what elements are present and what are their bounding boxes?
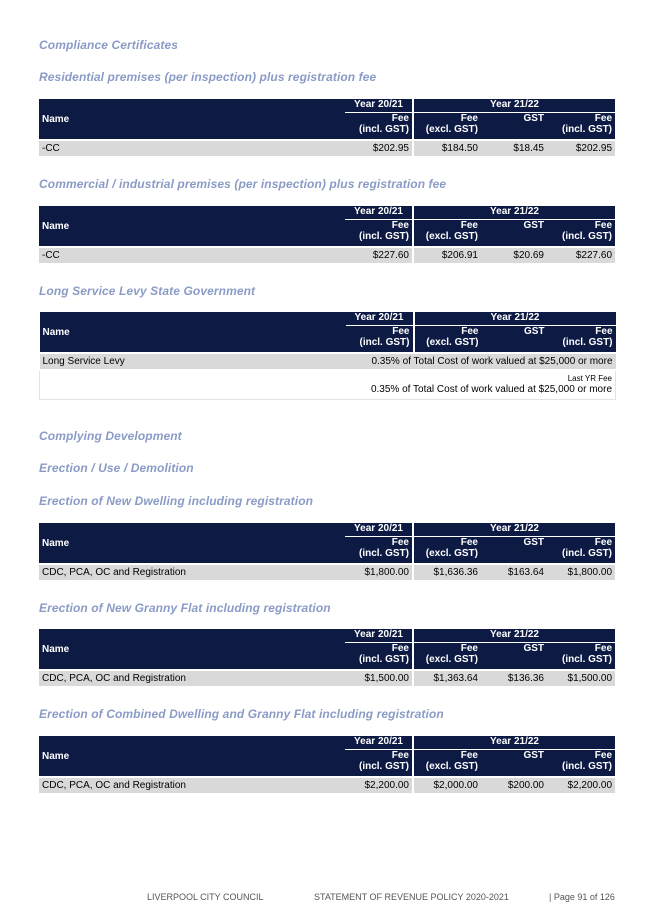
heading-combined-dwelling-granny-flat: Erection of Combined Dwelling and Granny Flat including registration bbox=[39, 707, 444, 721]
heading-residential-premises: Residential premises (per inspection) plus registration fee bbox=[39, 70, 377, 84]
heading-granny-flat: Erection of New Granny Flat including registration bbox=[39, 601, 331, 615]
column-header-fee-excl: Fee (excl. GST) bbox=[413, 750, 481, 778]
cell-prev-fee: $1,500.00 bbox=[345, 670, 413, 686]
column-header-gst: GST bbox=[481, 113, 547, 141]
cell-name: CDC, PCA, OC and Registration bbox=[39, 564, 345, 580]
cell-name: CDC, PCA, OC and Registration bbox=[39, 670, 345, 686]
table-row bbox=[39, 564, 615, 580]
cell-fee-excl: $184.50 bbox=[413, 140, 481, 156]
footer-page-number: | Page 91 of 126 bbox=[549, 892, 615, 902]
cell-gst: $18.45 bbox=[481, 140, 547, 156]
fee-table-commercial bbox=[39, 206, 615, 263]
fee-table-combined bbox=[39, 736, 615, 793]
column-header-fee-incl-prev: Fee (incl. GST) bbox=[345, 220, 413, 248]
table-row-last-year-note bbox=[40, 370, 616, 400]
column-header-year-curr: Year 21/22 bbox=[413, 523, 615, 537]
column-header-fee-incl: Fee (incl. GST) bbox=[548, 326, 616, 354]
column-header-gst: GST bbox=[481, 750, 547, 778]
table-row bbox=[39, 777, 615, 793]
footer-council-name: LIVERPOOL CITY COUNCIL bbox=[147, 892, 264, 902]
cell-fee-incl: $202.95 bbox=[547, 140, 615, 156]
column-header-year-prev: Year 20/21 bbox=[345, 629, 413, 643]
column-header-year-curr: Year 21/22 bbox=[413, 99, 615, 113]
cell-gst: $20.69 bbox=[481, 247, 547, 263]
column-header-year-prev: Year 20/21 bbox=[346, 312, 414, 326]
column-header-gst: GST bbox=[482, 326, 548, 354]
column-header-fee-incl-prev: Fee (incl. GST) bbox=[346, 326, 414, 354]
cell-fee-excl: $2,000.00 bbox=[413, 777, 481, 793]
column-header-fee-excl: Fee (excl. GST) bbox=[413, 220, 481, 248]
table-row bbox=[39, 140, 615, 156]
column-header-fee-incl-prev: Fee (incl. GST) bbox=[345, 113, 413, 141]
column-header-name: Name bbox=[39, 629, 345, 670]
column-header-fee-incl: Fee (incl. GST) bbox=[547, 537, 615, 565]
column-header-fee-incl: Fee (incl. GST) bbox=[547, 750, 615, 778]
cell-prev-fee: $202.95 bbox=[345, 140, 413, 156]
column-header-fee-excl: Fee (excl. GST) bbox=[413, 537, 481, 565]
cell-last-year-fee bbox=[346, 370, 616, 400]
cell-fee-incl: $1,500.00 bbox=[547, 670, 615, 686]
column-header-fee-incl-prev: Fee (incl. GST) bbox=[345, 537, 413, 565]
column-header-gst: GST bbox=[481, 643, 547, 671]
column-header-year-curr: Year 21/22 bbox=[413, 206, 615, 220]
cell-gst: $163.64 bbox=[481, 564, 547, 580]
cell-gst: $200.00 bbox=[481, 777, 547, 793]
column-header-gst: GST bbox=[481, 537, 547, 565]
heading-complying-development: Complying Development bbox=[39, 429, 182, 443]
cell-name: Long Service Levy bbox=[40, 353, 346, 370]
heading-new-dwelling: Erection of New Dwelling including registration bbox=[39, 494, 314, 508]
cell-prev-fee: $1,800.00 bbox=[345, 564, 413, 580]
cell-name: -CC bbox=[39, 140, 345, 156]
table-row bbox=[39, 247, 615, 263]
column-header-name: Name bbox=[39, 736, 345, 777]
fee-table-long-service-levy bbox=[39, 312, 616, 400]
column-header-fee-excl: Fee (excl. GST) bbox=[413, 643, 481, 671]
heading-compliance-certificates: Compliance Certificates bbox=[39, 38, 179, 52]
column-header-fee-excl: Fee (excl. GST) bbox=[414, 326, 482, 354]
column-header-fee-incl-prev: Fee (incl. GST) bbox=[345, 750, 413, 778]
heading-commercial-premises: Commercial / industrial premises (per inspection) plus registration fee bbox=[39, 177, 447, 191]
column-header-name: Name bbox=[40, 312, 346, 353]
cell-fee-excl: $1,363.64 bbox=[413, 670, 481, 686]
cell-fee-incl: $1,800.00 bbox=[547, 564, 615, 580]
cell-fee-incl: $227.60 bbox=[547, 247, 615, 263]
column-header-fee-incl-prev: Fee (incl. GST) bbox=[345, 643, 413, 671]
column-header-year-prev: Year 20/21 bbox=[345, 99, 413, 113]
heading-erection-use-demolition: Erection / Use / Demolition bbox=[39, 461, 194, 475]
column-header-year-curr: Year 21/22 bbox=[414, 312, 616, 326]
column-header-fee-incl: Fee (incl. GST) bbox=[547, 643, 615, 671]
table-row bbox=[40, 353, 616, 370]
last-year-fee-text: 0.35% of Total Cost of work valued at $25,000 or more bbox=[370, 384, 613, 395]
cell-levy-description: 0.35% of Total Cost of work valued at $25,000 or more bbox=[346, 353, 616, 370]
column-header-year-prev: Year 20/21 bbox=[345, 736, 413, 750]
column-header-fee-incl: Fee (incl. GST) bbox=[547, 113, 615, 141]
column-header-name: Name bbox=[39, 206, 345, 247]
heading-long-service-levy: Long Service Levy State Government bbox=[39, 284, 256, 298]
column-header-name: Name bbox=[39, 99, 345, 140]
table-row bbox=[39, 670, 615, 686]
cell-name: CDC, PCA, OC and Registration bbox=[39, 777, 345, 793]
column-header-year-prev: Year 20/21 bbox=[345, 523, 413, 537]
column-header-year-curr: Year 21/22 bbox=[413, 629, 615, 643]
cell-fee-excl: $1,636.36 bbox=[413, 564, 481, 580]
cell-fee-excl: $206.91 bbox=[413, 247, 481, 263]
cell-gst: $136.36 bbox=[481, 670, 547, 686]
fee-table-new-dwelling bbox=[39, 523, 615, 580]
column-header-fee-incl: Fee (incl. GST) bbox=[547, 220, 615, 248]
fee-table-granny-flat bbox=[39, 629, 615, 686]
column-header-fee-excl: Fee (excl. GST) bbox=[413, 113, 481, 141]
column-header-gst: GST bbox=[481, 220, 547, 248]
column-header-name: Name bbox=[39, 523, 345, 564]
cell-prev-fee: $2,200.00 bbox=[345, 777, 413, 793]
cell-empty bbox=[40, 370, 346, 400]
last-year-fee-label: Last YR Fee bbox=[567, 374, 613, 383]
column-header-year-prev: Year 20/21 bbox=[345, 206, 413, 220]
cell-prev-fee: $227.60 bbox=[345, 247, 413, 263]
cell-name: -CC bbox=[39, 247, 345, 263]
fee-table-residential bbox=[39, 99, 615, 156]
column-header-year-curr: Year 21/22 bbox=[413, 736, 615, 750]
cell-fee-incl: $2,200.00 bbox=[547, 777, 615, 793]
footer-statement-title: STATEMENT OF REVENUE POLICY 2020-2021 bbox=[314, 892, 509, 902]
